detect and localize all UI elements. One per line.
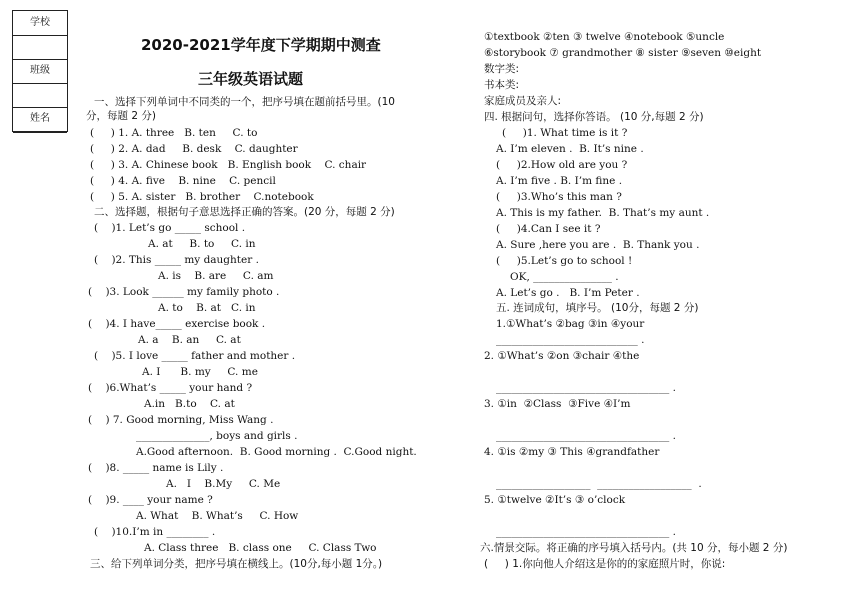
answer-blank-line: ___________________________ . [496,334,645,346]
class-label: 班级 [13,59,67,84]
section-2-heading: 二、选择题，根据句子意思选择正确的答案。(20 分，每题 2 分) [94,206,395,218]
question-line: ( )1. Let’s go _____ school . [94,222,246,234]
question-line: ( ) 7. Good morning, Miss Wang . [88,414,274,426]
question-line: ( ) 4. A. five B. nine C. pencil [90,175,276,187]
question-line: ( )2. This _____ my daughter . [94,254,259,266]
school-blank[interactable] [13,35,67,60]
answer-blank-line: ______________, boys and girls . [136,430,298,442]
question-line: ( ) 3. A. Chinese book B. English book C. chair [90,159,367,171]
option-line: A. I’m five . B. I’m fine . [496,175,623,187]
word-bank-line: ①textbook ②ten ③ twelve ④notebook ⑤uncle [484,31,725,43]
option-line: A. What B. What’s C. How [136,510,299,522]
category-family: 家庭成员及亲人: [484,95,562,107]
question-line: ( ) 5. A. sister B. brother C.notebook [90,191,314,203]
name-label: 姓名 [13,107,67,133]
page-title: 2020-2021学年度下学期期中测查 [141,36,381,54]
option-line: A. I’m eleven . B. It’s nine . [496,143,644,155]
question-line: ( )2.How old are you ? [496,159,628,171]
question-line: 5. ①twelve ②It’s ③ o’clock [484,494,626,506]
answer-blank-line: _________________________________ . [496,526,676,538]
question-line: ( ) 1.你向他人介绍这是你的的家庭照片时，你说: [484,558,726,570]
school-label: 学校 [13,11,67,36]
section-1-heading-cont: 分，每题 2 分) [86,110,156,122]
category-numbers: 数字类: [484,63,520,75]
section-4-heading: 四. 根据问句，选择你答语。 (10 分,每题 2 分) [484,111,704,123]
option-line: A. Sure ,here you are . B. Thank you . [496,239,700,251]
question-line: ( )3.Who’s this man ? [496,191,622,203]
question-line: ( ) 2. A. dad B. desk C. daughter [90,143,298,155]
option-line: A.Good afternoon. B. Good morning . C.Good night. [136,446,417,458]
option-line: A. is B. are C. am [158,270,274,282]
class-blank[interactable] [13,83,67,108]
option-line: A. I B. my C. me [142,366,258,378]
answer-blank-line: OK, _______________ . [510,271,619,283]
question-line: ( )10.I’m in ________ . [94,526,216,538]
question-line: 3. ①in ②Class ③Five ④I’m [484,398,631,410]
question-line: ( )9. ____ your name ? [88,494,213,506]
option-line: A. at B. to C. in [148,238,256,250]
section-5-heading: 五. 连词成句，填序号。 (10分，每题 2 分) [496,302,699,314]
section-6-heading: 六.情景交际。将正确的序号填入括号内。(共 10 分，每小题 2 分) [480,542,788,554]
answer-blank-line: _________________________________ . [496,430,676,442]
answer-blank-line: _________________________________ . [496,382,676,394]
question-line: ( )3. Look ______ my family photo . [88,286,280,298]
page-subtitle: 三年级英语试题 [198,70,304,88]
question-line: ( )6.What’s _____ your hand ? [88,382,253,394]
section-1-heading: 一、选择下列单词中不同类的一个，把序号填在题前括号里。(10 [94,96,395,108]
question-line: 1.①What’s ②bag ③in ④your [496,318,645,330]
option-line: A. Class three B. class one C. Class Two [144,542,377,554]
question-line: ( )5. I love _____ father and mother . [94,350,296,362]
question-line: 4. ①is ②my ③ This ④grandfather [484,446,660,458]
question-line: ( ) 1. A. three B. ten C. to [90,127,258,139]
option-line: A. Let’s go . B. I’m Peter . [496,287,640,299]
question-line: 2. ①What’s ②on ③chair ④the [484,350,640,362]
word-bank-line: ⑥storybook ⑦ grandmother ⑧ sister ⑨seven ⑩eight [484,47,762,59]
option-line: A. a B. an C. at [138,334,241,346]
option-line: A. I B.My C. Me [166,478,281,490]
category-books: 书本类: [484,79,520,91]
question-line: ( )1. What time is it ? [502,127,628,139]
question-line: ( )4.Can I see it ? [496,223,601,235]
answer-blank-line: __________________ __________________ . [496,478,702,490]
option-line: A. This is my father. B. That’s my aunt . [496,207,710,219]
option-line: A.in B.to C. at [144,398,235,410]
question-line: ( )8. _____ name is Lily . [88,462,224,474]
student-info-box [12,10,68,132]
section-3-heading: 三、给下列单词分类，把序号填在横线上。(10分,每小题 1分。) [90,558,383,570]
option-line: A. to B. at C. in [158,302,256,314]
question-line: ( )4. I have_____ exercise book . [88,318,266,330]
question-line: ( )5.Let’s go to school ! [496,255,633,267]
